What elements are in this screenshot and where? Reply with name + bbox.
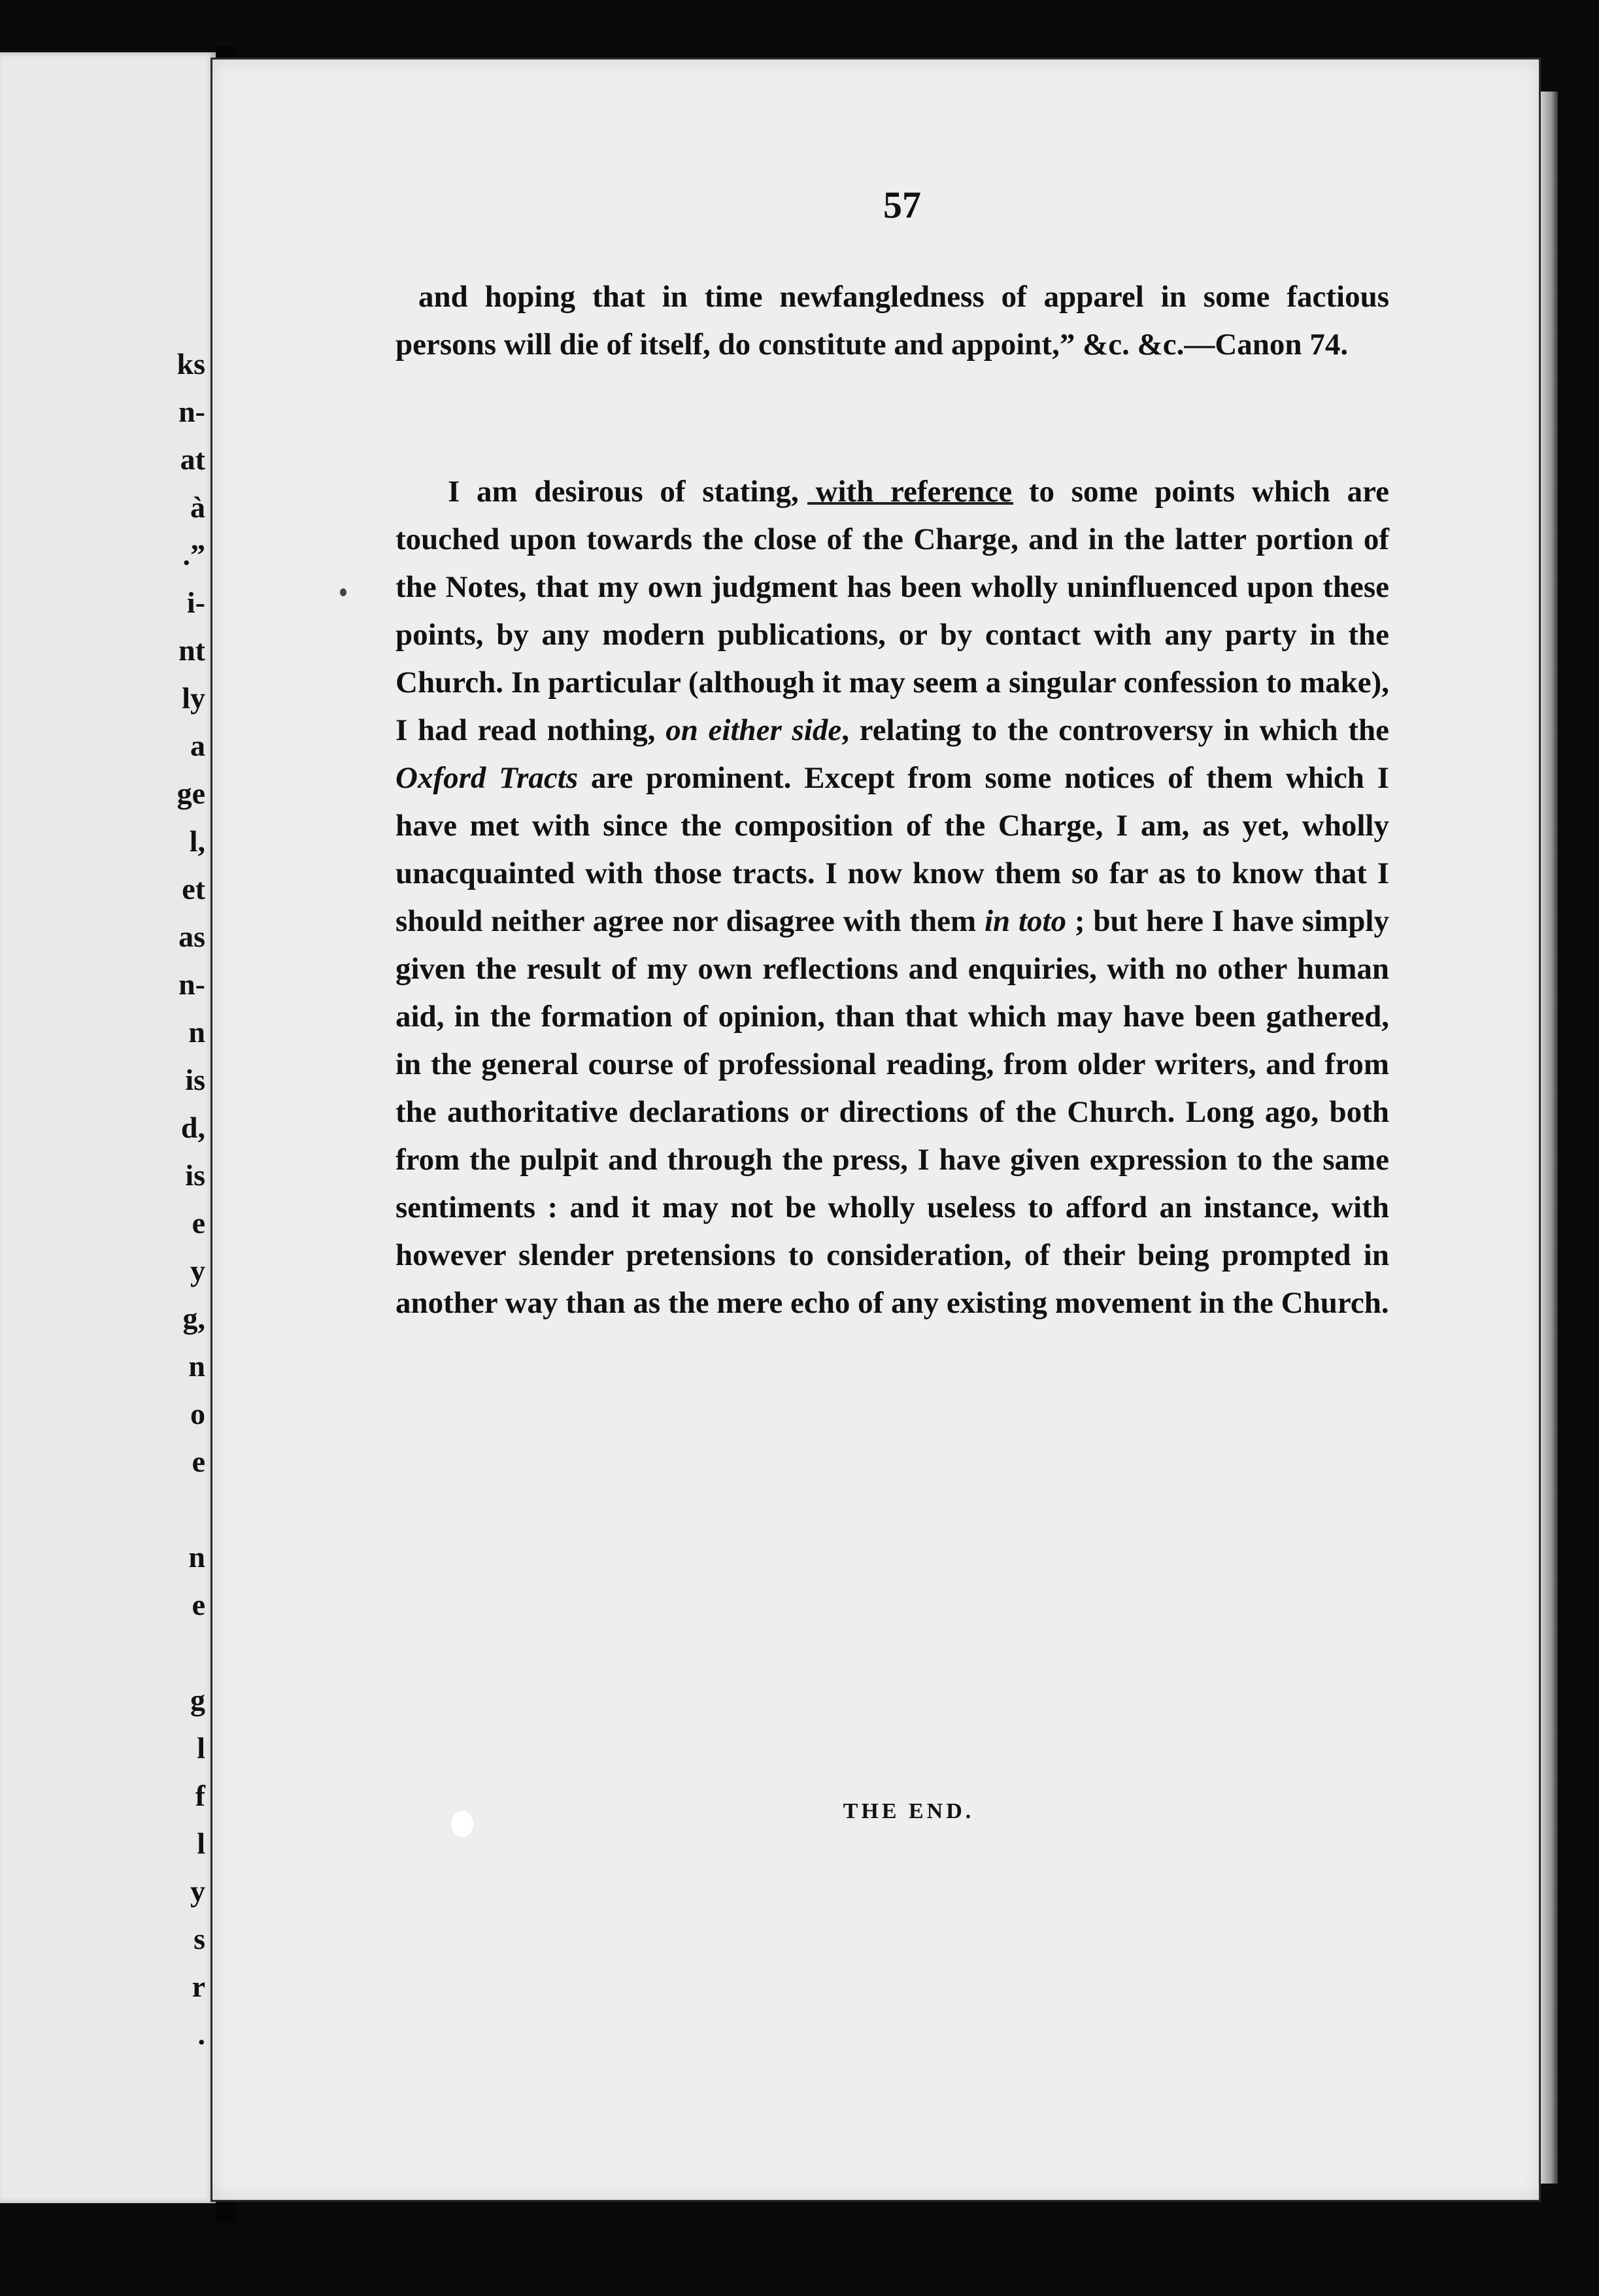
- previous-page-fragment: g,: [182, 1302, 205, 1335]
- main-paragraph: [396, 468, 1389, 1327]
- previous-page-fragment: l: [197, 1827, 205, 1860]
- previous-page-fragment: y: [190, 1874, 205, 1908]
- previous-page-fragment: f: [195, 1779, 205, 1812]
- previous-page-fragment: l: [197, 1731, 205, 1764]
- previous-page-fragment: e: [192, 1445, 205, 1478]
- previous-page-fragment: a: [190, 729, 205, 762]
- previous-page-fragment: g: [190, 1683, 205, 1717]
- previous-page-fragment: à: [190, 490, 205, 524]
- previous-page-fragment: l,: [189, 824, 205, 858]
- page-text: [396, 273, 1389, 1327]
- italic-on-either-side: on either side: [665, 713, 842, 747]
- previous-page-fragment: e: [192, 1588, 205, 1621]
- previous-page-fragment: as: [178, 920, 205, 953]
- main-paragraph-text-1: I am desirous of stating, with reference to some points which are touched upon towards the close of the Charge, and in the latter portion of the Notes, that my own judgment has been wholly uninfluenced upon these points, by any modern publications, or by contact with any party in the Church. In particular (although it may seem a singular confession to make), I had read nothing,: [396, 475, 1389, 747]
- previous-page-fragment: n: [188, 1349, 205, 1383]
- page-number: 57: [883, 184, 921, 226]
- previous-page-fragment: e: [192, 1206, 205, 1240]
- previous-page-fragment: [177, 1485, 205, 1533]
- previous-page-fragment: d,: [180, 1111, 205, 1144]
- previous-page-fragment: n-: [178, 395, 205, 428]
- main-paragraph-text-3: are prominent. Except from some notices of them which I have met with since the composition of the Charge, I am, as yet, wholly unacquainted with those tracts. I now know them so far as to know that I should neither agree nor disagree with them: [396, 761, 1389, 938]
- previous-page-fragment: n: [188, 1540, 205, 1574]
- previous-page-fragment: i-: [186, 586, 205, 619]
- italic-in-toto: in toto: [984, 904, 1067, 938]
- previous-page-fragment: is: [185, 1063, 205, 1096]
- previous-page-fragment: s: [194, 1922, 205, 1955]
- previous-page-fragment: y: [190, 1254, 205, 1287]
- main-paragraph-text-2: , relating to the controversy in which the: [841, 713, 1389, 747]
- previous-page-fragment: .: [197, 2017, 205, 2051]
- previous-page-fragment: nt: [178, 633, 205, 667]
- previous-page-fragment: ly: [182, 681, 205, 715]
- previous-page: [0, 52, 216, 2203]
- previous-page-fragment: is: [185, 1158, 205, 1192]
- previous-page-fragment: n: [188, 1015, 205, 1049]
- paper-speck: [340, 588, 346, 596]
- section-divider-rule: [807, 502, 1013, 505]
- the-end-label: THE END.: [843, 1799, 975, 1823]
- previous-page-fragment: n-: [178, 968, 205, 1001]
- main-paragraph-text-4: ; but here I have simply given the result of my own reflections and enquiries, with no other human aid, in the formation of opinion, than that which may have been gathered, in the general course of professional reading, from older writers, and from the authoritative declarations or directions of the Church. Long ago, both from the pulpit and through the press, I have given expression to the same sentiments : and it may not be wholly useless to afford an instance, with however slender pretensions to consideration, of their being prompted in another way than as the mere echo of any existing movement in the Church.: [396, 904, 1389, 1320]
- previous-page-fragment: et: [182, 872, 205, 905]
- previous-page-fragment: ks: [177, 347, 205, 380]
- canon-quote-paragraph: and hoping that in time newfangledness of apparel in some factious persons will die of itself, do constitute and appoint,” &c. &c.—Canon 74.: [396, 280, 1389, 362]
- previous-page-fragment: [177, 1629, 205, 1676]
- paper-speck: [451, 1811, 473, 1837]
- previous-page-fragment: r: [192, 1970, 205, 2003]
- previous-page-fragment: at: [180, 443, 205, 476]
- page-edge-shadow: [1541, 92, 1558, 2184]
- previous-page-fragment: ge: [177, 777, 205, 810]
- previous-page-fragment: .”: [182, 538, 205, 571]
- previous-page-text-fragments: [177, 340, 205, 2058]
- italic-oxford-tracts: Oxford Tracts: [396, 761, 579, 795]
- previous-page-fragment: o: [190, 1397, 205, 1430]
